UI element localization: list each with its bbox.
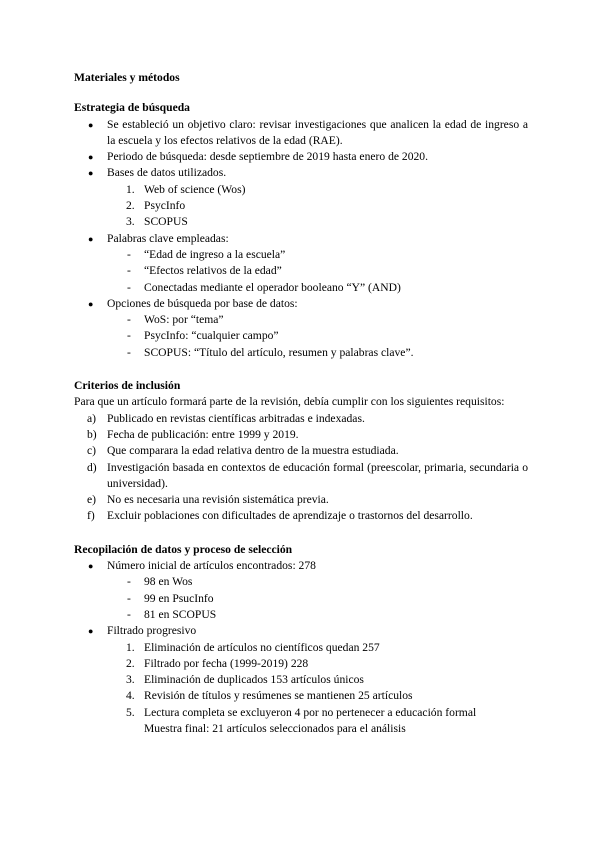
section-0 — [74, 100, 528, 361]
bullet-icon: ● — [88, 233, 94, 244]
list-marker: 5. — [126, 705, 135, 719]
list-marker: - — [127, 591, 131, 605]
list-marker: d) — [87, 460, 97, 474]
list-item-text: Conectadas mediante el operador booleano “Y” (AND) — [144, 280, 401, 294]
list-item — [74, 263, 528, 279]
list-item — [74, 117, 528, 150]
list-item-text: 98 en Wos — [144, 575, 193, 589]
list-item-text: SCOPUS: “Título del artículo, resumen y palabras clave”. — [144, 345, 414, 359]
list-item — [74, 411, 528, 427]
section-heading: Criterios de inclusión — [74, 379, 181, 393]
list-marker: 3. — [126, 215, 135, 229]
list-item-text: Palabras clave empleadas: — [107, 231, 229, 245]
list-item-text: Bases de datos utilizados. — [107, 166, 227, 180]
list-item — [74, 345, 528, 361]
list-item-text: Publicado en revistas científicas arbitradas e indexadas. — [107, 411, 365, 425]
list-item — [74, 247, 528, 263]
list-item — [74, 607, 528, 623]
list-item-text: PsycInfo: “cualquier campo” — [144, 329, 279, 343]
list-item-text: 81 en SCOPUS — [144, 607, 217, 621]
list-item-text: Periodo de búsqueda: desde septiembre de 2019 hasta enero de 2020. — [107, 150, 428, 164]
list-item — [74, 198, 528, 214]
list-item-text: Opciones de búsqueda por base de datos: — [107, 296, 298, 310]
list-item — [74, 427, 528, 443]
bullet-icon: ● — [88, 561, 94, 572]
bullet-icon: ● — [88, 119, 94, 130]
list-marker: e) — [87, 493, 97, 507]
list-item — [74, 328, 528, 344]
list-item-text: 99 en PsucInfo — [144, 591, 214, 605]
bullet-icon: ● — [88, 152, 94, 163]
list-marker: 2. — [126, 656, 135, 670]
list-item-text: Filtrado progresivo — [107, 624, 197, 638]
list-item — [74, 149, 528, 165]
list-item — [74, 280, 528, 296]
document-body — [74, 100, 528, 737]
list-marker: - — [127, 247, 131, 261]
list-marker: - — [127, 607, 131, 621]
list-item — [74, 623, 528, 639]
bullet-icon: ● — [88, 168, 94, 179]
list-item-text: Que comparara la edad relativa dentro de la muestra estudiada. — [107, 444, 399, 458]
list-item-text: Número inicial de artículos encontrados: 278 — [107, 559, 316, 573]
list-marker: 3. — [126, 673, 135, 687]
list-item-text: Lectura completa se excluyeron 4 por no pertenecer a educación formal — [144, 705, 477, 719]
list-marker: 1. — [126, 182, 135, 196]
list-item-continuation — [74, 721, 528, 737]
list-item — [74, 165, 528, 181]
list-item-text: Web of science (Wos) — [144, 182, 246, 196]
section-intro: Para que un artículo formará parte de la revisión, debía cumplir con los siguientes requisitos: — [74, 395, 505, 409]
list-item — [74, 591, 528, 607]
list-item — [74, 492, 528, 508]
list-item — [74, 672, 528, 688]
section-heading: Recopilación de datos y proceso de selección — [74, 542, 293, 556]
list-item — [74, 182, 528, 198]
list-item — [74, 574, 528, 590]
list-marker: b) — [87, 427, 97, 441]
list-item-text: SCOPUS — [144, 215, 188, 229]
list-marker: f) — [87, 509, 95, 523]
list-item-text: Revisión de títulos y resúmenes se mantienen 25 artículos — [144, 689, 413, 703]
list-item-text: Eliminación de duplicados 153 artículos únicos — [144, 673, 364, 687]
list-item — [74, 688, 528, 704]
list-item-text: Eliminación de artículos no científicos quedan 257 — [144, 640, 380, 654]
section-heading: Estrategia de búsqueda — [74, 101, 190, 115]
list-marker: - — [127, 280, 131, 294]
bullet-icon: ● — [88, 626, 94, 637]
list-item — [74, 443, 528, 459]
list-item — [74, 214, 528, 230]
list-marker: 4. — [126, 689, 135, 703]
list-item-text: WoS: por “tema” — [144, 313, 224, 327]
list-marker: - — [127, 329, 131, 343]
list-item-text: “Efectos relativos de la edad” — [144, 264, 282, 278]
list-item-text: No es necesaria una revisión sistemática previa. — [107, 493, 329, 507]
list-item — [74, 705, 528, 721]
list-item — [74, 296, 528, 312]
list-marker: - — [127, 313, 131, 327]
list-item — [74, 312, 528, 328]
page-title: Materiales y métodos — [74, 71, 180, 84]
list-marker: - — [127, 345, 131, 359]
list-marker: - — [127, 575, 131, 589]
bullet-icon: ● — [88, 298, 94, 309]
section-1 — [74, 378, 528, 525]
list-item — [74, 656, 528, 672]
list-item-text: Muestra final: 21 artículos seleccionados para el análisis — [144, 721, 406, 735]
list-marker: 2. — [126, 199, 135, 213]
list-item — [74, 640, 528, 656]
section-2 — [74, 542, 528, 738]
list-item-text: Excluir poblaciones con dificultades de aprendizaje o trastornos del desarrollo. — [107, 509, 473, 523]
list-marker: c) — [87, 444, 97, 458]
list-marker: 1. — [126, 640, 135, 654]
list-item — [74, 231, 528, 247]
list-item — [74, 460, 528, 493]
list-item-text: PsycInfo — [144, 199, 186, 213]
list-item — [74, 558, 528, 574]
list-item-text: Investigación basada en contextos de educación formal (preescolar, primaria, secundaria o universidad). — [107, 460, 528, 490]
list-marker: - — [127, 264, 131, 278]
list-item — [74, 508, 528, 524]
list-item-text: Se estableció un objetivo claro: revisar investigaciones que analicen la edad de ingreso a la escuela y los efectos relativos de la edad (RAE). — [107, 117, 528, 147]
list-item-text: Fecha de publicación: entre 1999 y 2019. — [107, 427, 299, 441]
list-marker: a) — [87, 411, 97, 425]
list-item-text: Filtrado por fecha (1999-2019) 228 — [144, 656, 309, 670]
list-item-text: “Edad de ingreso a la escuela” — [144, 247, 286, 261]
